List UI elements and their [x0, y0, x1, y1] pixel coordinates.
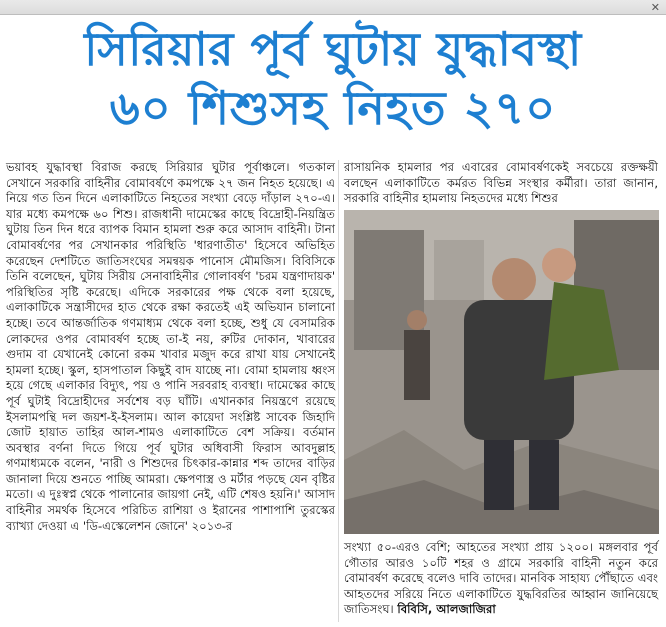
- article-source: বিবিসি, আলজাজিরা: [397, 602, 496, 617]
- window-top-bar: [0, 0, 666, 15]
- news-photo: [344, 210, 659, 534]
- headline-line-1: সিরিয়ার পূর্ব ঘুটায় যুদ্ধাবস্থা: [84, 22, 582, 76]
- column-divider: [338, 160, 339, 622]
- article-right-bottom-text: সংখ্যা ৫০-এরও বেশি; আহতের সংখ্যা প্রায় ১২০০। মঙ্গলবার পূর্ব গৌতার আরও ১০টি শহর ও গ্রামে সরকারি বাহিনী নতুন করে বোমাবর্ষণ করেছে বলেও দাবি তাদের। মানবিক সাহায্য পৌঁছাতে এবং আহতদের সরিয়ে নিতে এলাকাটিতে যুদ্ধবিরতির আহ্বান জানিয়েছে জাতিসংঘ।: [344, 540, 658, 617]
- article-right-column-bottom: [344, 540, 658, 618]
- headline-line-2: ৬০ শিশুসহ নিহত ২৭০: [109, 81, 557, 135]
- article-right-column-top: রাসায়নিক হামলার পর এবারের বোমাবর্ষণকেই সবচেয়ে রক্তক্ষয়ী বলছেন এলাকাটিতে কর্মরত বিভিন্ন সংস্থার কর্মীরা। তারা জানান, সরকারি বাহিনীর হামলায় নিহতদের মধ্যে শিশুর: [344, 160, 658, 206]
- headline: [0, 20, 666, 138]
- article-left-column: ভয়াবহ যুদ্ধাবস্থা বিরাজ করছে সিরিয়ার ঘুটার পূর্বাঞ্চলে। গতকাল সেখানে সরকারি বাহিনীর বোমাবর্ষণে কমপক্ষে ২৭ জন নিহত হয়েছে। এ নিয়ে গত তিন দিনে এলাকাটিতে নিহতের সংখ্যা বেড়ে দাঁড়াল ২৭০-এ। যার মধ্যে কমপক্ষে ৬০ শিশু। রাজধানী দামেস্কের কাছে বিদ্রোহী-নিয়ন্ত্রিত ঘুটায় তিন দিন ধরে ব্যাপক বিমান হামলা শুরু করে আসাদ বাহিনী। টানা বোমাবর্ষণের পর সেখানকার পরিস্থিতি 'ধারণাতীত' হিসেবে অভিহিত করেছেন দেশটিতে জাতিসংঘের সমন্বয়ক পানোস মৌমজিস। বিবিসিকে তিনি বলেছেন, ঘুটায় সিরীয় সেনাবাহিনীর গোলাবর্ষণ 'চরম যন্ত্রণাদায়ক' পরিস্থিতির সৃষ্টি করেছে। এদিকে সরকারের পক্ষ থেকে বলা হয়েছে, এলাকাটিকে সন্ত্রাসীদের হাত থেকে রক্ষা করতেই এই অভিযান চালানো হচ্ছে। তবে আন্তর্জাতিক গণমাধ্যম থেকে বলা হচ্ছে, শুধু যে বেসামরিক লোকদের ওপর বোমাবর্ষণ হচ্ছে তা-ই নয়, রুটির দোকান, খাবারের গুদাম বা যেখানেই কোনো রকম খাবার মজুদ করে রাখা যায় সেখানেই হামলা হচ্ছে। স্কুল, হাসপাতাল কিছুই বাদ যাচ্ছে না। বোমা হামলায় ধ্বংস হয়ে গেছে এলাকার বিদ্যুৎ, পয় ও পানি সরবরাহ ব্যবস্থা। দামেস্কের কাছে পূর্ব ঘুটাই বিদ্রোহীদের সর্বশেষ বড় ঘাঁটি। এখানকার নিয়ন্ত্রণে রয়েছে ইসলামপন্থি দল জয়শ-ই-ইসলাম। আল কায়েদা সংশ্লিষ্ট সাবেক জিহাদি জোট হায়াত তাহির আল-শামও এলাকাটিতে বেশ সক্রিয়। বর্তমান অবস্থার বর্ণনা দিতে গিয়ে পূর্ব ঘুটার অধিবাসী ফিরাস আবদুল্লাহ গণমাধ্যমকে বলেন, 'নারী ও শিশুদের চিৎকার-কান্নার শব্দ তাদের বাড়ির জানালা দিয়ে শুনতে পাচ্ছি আমরা। ক্ষেপণাস্ত্র ও মর্টার পড়ছে যেন বৃষ্টির মতো। এ দুঃস্বপ্ন থেকে পালানোর জায়গা নেই, এটি শেষও হয়নি।' আসাদ বাহিনীর সমর্থক হিসেবে পরিচিত রাশিয়া ও ইরানের পাশাপাশি তুরস্কের ব্যাখ্যা দেওয়া এ 'ডি-এস্কেলেশন জোনে' ২০১৩-র: [6, 160, 335, 533]
- close-icon[interactable]: ✕: [650, 1, 660, 14]
